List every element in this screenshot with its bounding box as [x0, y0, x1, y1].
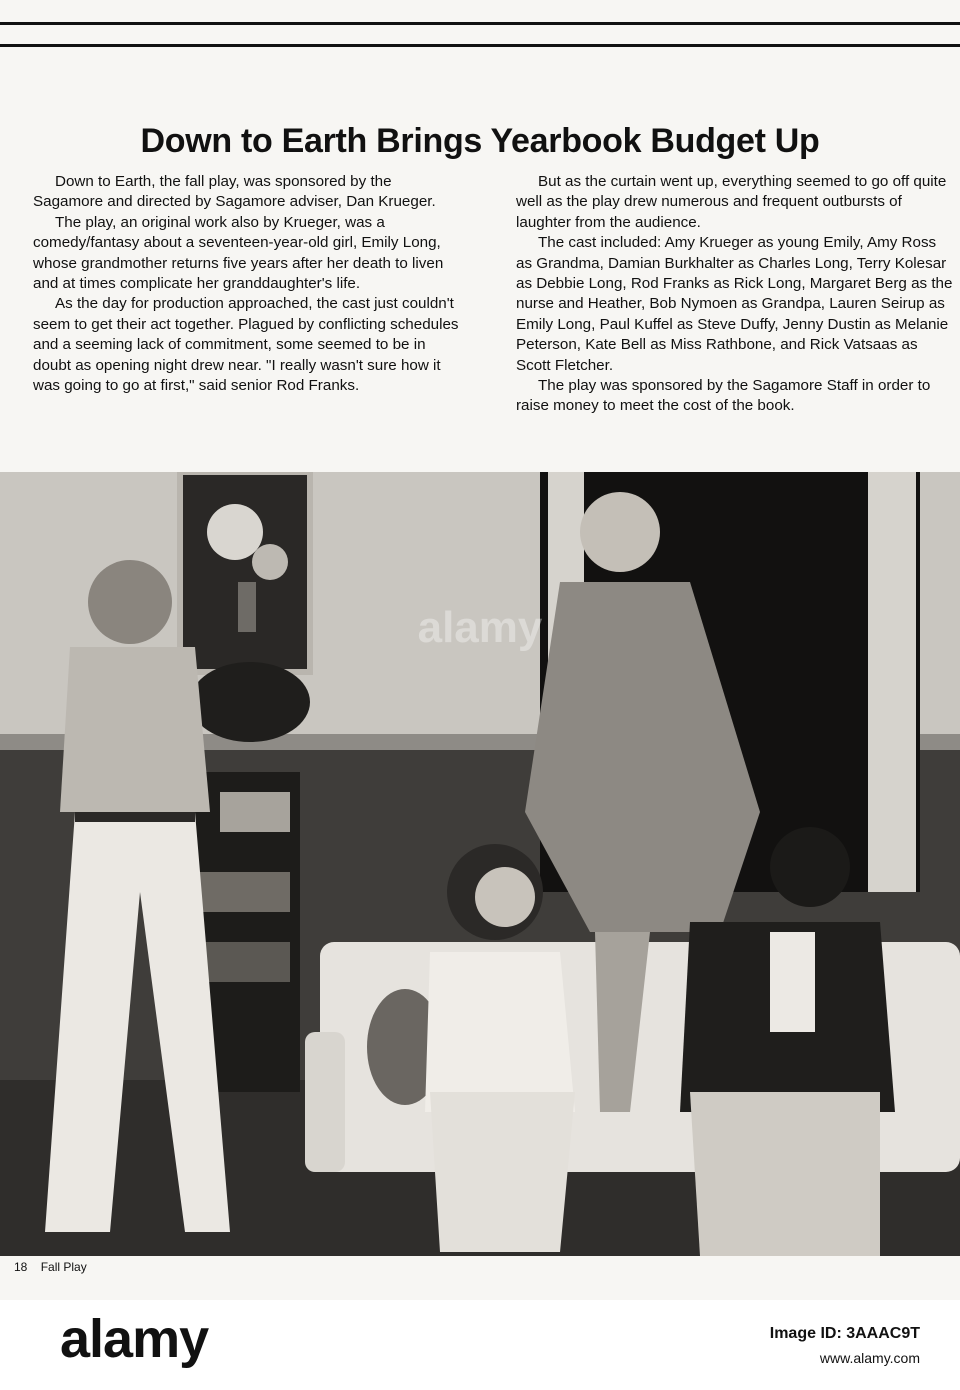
standing-woman-head [580, 492, 660, 572]
photo-watermark: alamy [417, 603, 543, 652]
top-rule-thick [0, 22, 960, 25]
sofa-arm [305, 1032, 345, 1172]
section-label: Fall Play [40, 1260, 87, 1274]
left-paragraph-2: The play, an original work also by Krueger, was a comedy/fantasy about a seventeen-year-old girl, Emily Long, whose grandmother returns five years after her death to liven and at times complicate her granddaughter's life. [33, 213, 444, 293]
seated-man-shirt [770, 932, 815, 1032]
alamy-logo: alamy [60, 1309, 209, 1369]
house-plant [190, 662, 310, 742]
top-rule-thin [0, 44, 960, 47]
shelf-books-3 [200, 942, 290, 982]
painted-vase [238, 582, 256, 632]
shelf-books-2 [200, 872, 290, 912]
painted-flowers [207, 504, 263, 560]
image-id: Image ID: 3AAAC9T [769, 1325, 920, 1342]
watermark-site: www.alamy.com [819, 1350, 920, 1366]
right-paragraph-2: The cast included: Amy Krueger as young Emily, Amy Ross as Grandma, Damian Burkhalter as Charles Long, Terry Kolesar as Debbie Long, Rod Franks as Rick Long, Margaret Berg as the nurse and Heather, Bob Nymoen as Grandpa, Lauren Seirup as Emily Long, Paul Kuffel as Steve Duffy, Jenny Dustin as Melanie Peterson, Kate Bell as Miss Rathbone, and Rick Vatsaas as Scott Fletcher. [516, 234, 953, 374]
seated-girl-pants [430, 1092, 575, 1252]
watermark-meta [770, 1322, 920, 1370]
page-headline: Down to Earth Brings Yearbook Budget Up [140, 122, 820, 160]
left-paragraph-1: Down to Earth, the fall play, was sponsored by the Sagamore and directed by Sagamore adviser, Dan Krueger. [33, 173, 436, 211]
play-scene-photo [0, 472, 960, 1256]
door-frame-right [868, 472, 916, 892]
left-paragraph-3: As the day for production approached, the cast just couldn't seem to get their act together. Plagued by conflicting schedules and a seeming lack of commitment, some seemed to be in doubt as opening night drew near. "I really wasn't sure how it was going to go at first," said senior Rod Franks. [33, 295, 459, 395]
flower-painting [180, 472, 310, 672]
shelf-books-1 [220, 792, 290, 832]
photo-illustration [0, 472, 960, 1256]
standing-man-head [88, 560, 172, 644]
right-paragraph-3: The play was sponsored by the Sagamore Staff in order to raise money to meet the cost of the book. [516, 377, 931, 415]
right-paragraph-1: But as the curtain went up, everything seemed to go off quite well as the play drew numerous and frequent outbursts of laughter from the audience. [516, 173, 947, 231]
seated-girl-blouse [425, 952, 575, 1112]
seated-girl-face [475, 867, 535, 927]
painted-flowers-2 [252, 544, 288, 580]
left-column [33, 172, 463, 396]
seated-man-hair [770, 827, 850, 907]
page-number: 18 [14, 1260, 28, 1274]
right-column [516, 172, 956, 417]
standing-man-shirt [60, 647, 210, 812]
page-footer [14, 1260, 97, 1274]
seated-man-pants [690, 1092, 880, 1256]
standing-man-belt [75, 812, 195, 822]
